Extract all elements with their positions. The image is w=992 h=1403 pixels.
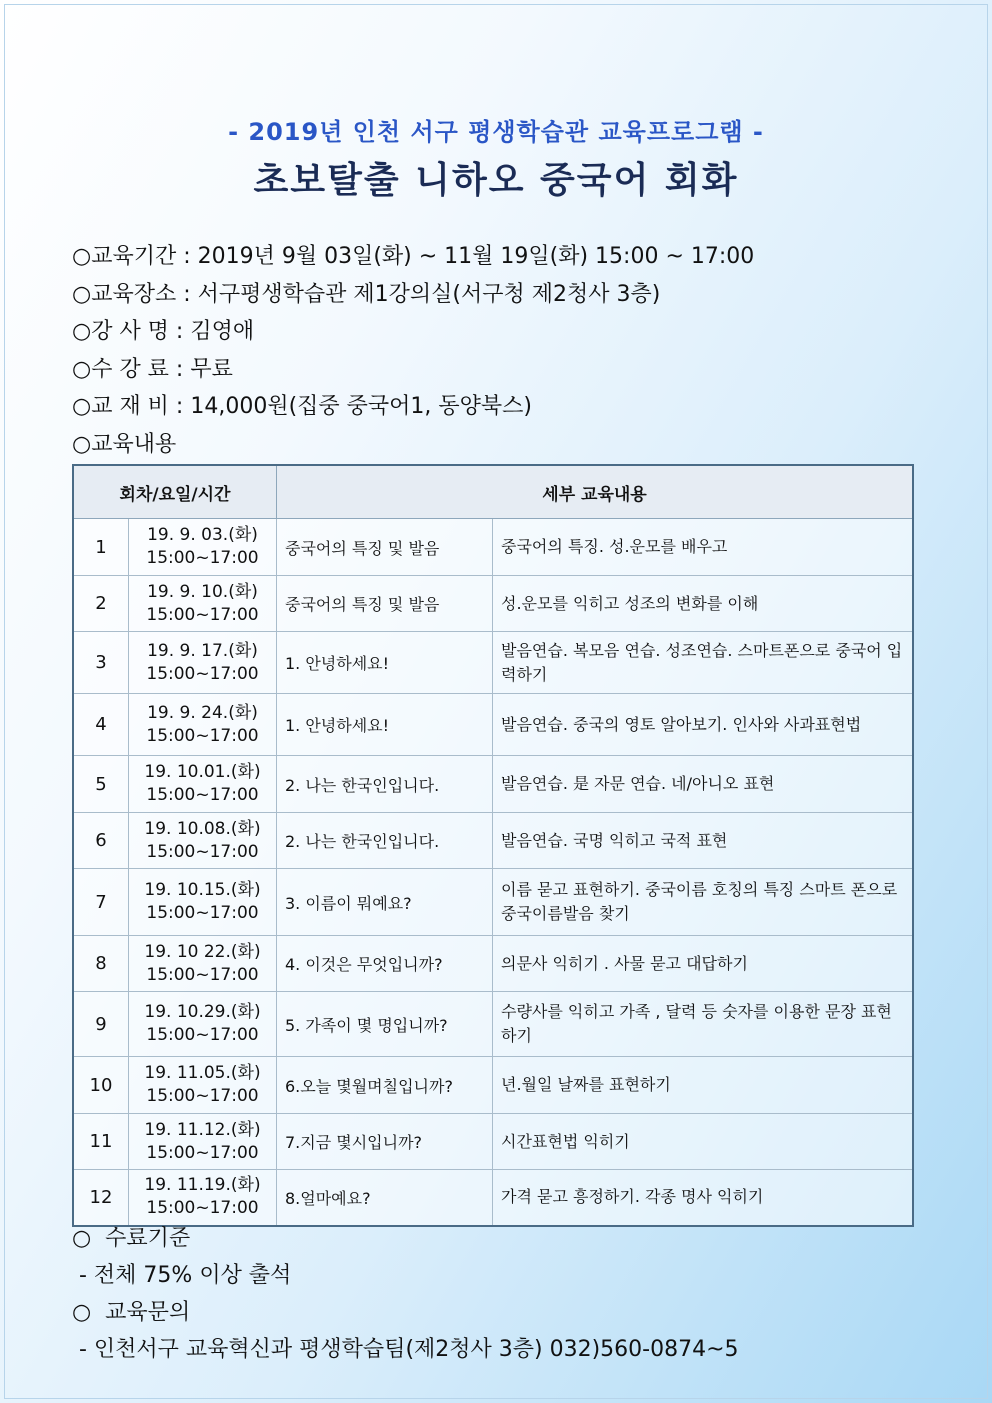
session-detail: 발음연습. 중국의 영토 알아보기. 인사와 사과표현법 bbox=[493, 694, 914, 756]
session-number: 9 bbox=[73, 992, 129, 1057]
session-number: 10 bbox=[73, 1057, 129, 1114]
session-detail: 수량사를 익히고 가족 , 달력 등 숫자를 이용한 문장 표현하기 bbox=[493, 992, 914, 1057]
info-place: ○교육장소 : 서구평생학습관 제1강의실(서구청 제2청사 3층) bbox=[72, 281, 661, 307]
info-period: ○교육기간 : 2019년 9월 03일(화) ~ 11월 19일(화) 15:00 ~ 17:00 bbox=[72, 244, 755, 269]
session-topic: 중국어의 특징 및 발음 bbox=[277, 576, 493, 632]
session-detail: 중국어의 특징. 성.운모를 배우고 bbox=[493, 519, 914, 576]
session-detail: 발음연습. 국명 익히고 국적 표현 bbox=[493, 813, 914, 869]
session-date: 19. 10 22.(화) bbox=[144, 941, 261, 962]
table-row bbox=[73, 869, 913, 936]
session-time: 15:00~17:00 bbox=[146, 903, 259, 923]
session-date: 19. 9. 10.(화) bbox=[147, 581, 258, 602]
session-time: 15:00~17:00 bbox=[146, 841, 259, 862]
session-datetime bbox=[129, 632, 277, 694]
info-content-heading: ○교육내용 bbox=[72, 431, 177, 457]
session-time: 15:00~17:00 bbox=[146, 964, 259, 985]
session-date: 19. 10.08.(화) bbox=[144, 818, 261, 839]
session-datetime bbox=[129, 1114, 277, 1170]
session-date: 19. 10.15.(화) bbox=[144, 880, 261, 900]
session-topic: 1. 안녕하세요! bbox=[277, 632, 493, 694]
session-topic: 7.지금 몇시입니까? bbox=[277, 1114, 493, 1170]
schedule-body bbox=[73, 519, 913, 1226]
table-header-row bbox=[73, 465, 913, 519]
session-time: 15:00~17:00 bbox=[146, 604, 259, 625]
session-datetime bbox=[129, 992, 277, 1057]
session-topic: 4. 이것은 무엇입니까? bbox=[277, 936, 493, 992]
table-row bbox=[73, 694, 913, 756]
session-time: 15:00~17:00 bbox=[146, 1025, 259, 1045]
session-detail: 의문사 익히기 . 사물 묻고 대답하기 bbox=[493, 936, 914, 992]
session-number: 6 bbox=[73, 813, 129, 869]
session-detail: 성.운모를 익히고 성조의 변화를 이해 bbox=[493, 576, 914, 632]
session-date: 19. 10.01.(화) bbox=[144, 762, 261, 782]
session-topic: 5. 가족이 몇 명입니까? bbox=[277, 992, 493, 1057]
session-datetime bbox=[129, 756, 277, 813]
session-time: 15:00~17:00 bbox=[146, 1086, 259, 1106]
session-number: 1 bbox=[73, 519, 129, 576]
session-number: 4 bbox=[73, 694, 129, 756]
session-date: 19. 9. 24.(화) bbox=[147, 702, 258, 723]
table-row bbox=[73, 936, 913, 992]
footer-info bbox=[72, 1220, 739, 1368]
session-detail: 가격 묻고 흥정하기. 각종 명사 익히기 bbox=[493, 1170, 914, 1226]
table-row bbox=[73, 632, 913, 694]
completion-text: - 전체 75% 이상 출석 bbox=[72, 1263, 292, 1288]
session-datetime bbox=[129, 694, 277, 756]
info-instructor: ○강 사 명 : 김영애 bbox=[72, 319, 255, 344]
session-number: 12 bbox=[73, 1170, 129, 1226]
session-time: 15:00~17:00 bbox=[146, 725, 259, 746]
session-number: 3 bbox=[73, 632, 129, 694]
table-row bbox=[73, 756, 913, 813]
session-number: 5 bbox=[73, 756, 129, 813]
session-datetime bbox=[129, 1170, 277, 1226]
table-row bbox=[73, 1114, 913, 1170]
session-datetime bbox=[129, 869, 277, 936]
session-number: 2 bbox=[73, 576, 129, 632]
session-detail: 발음연습. 복모음 연습. 성조연습. 스마트폰으로 중국어 입력하기 bbox=[493, 632, 914, 694]
session-topic: 1. 안녕하세요! bbox=[277, 694, 493, 756]
session-date: 19. 11.19.(화) bbox=[144, 1175, 261, 1196]
program-info bbox=[72, 238, 754, 463]
session-time: 15:00~17:00 bbox=[146, 663, 259, 684]
session-detail: 이름 묻고 표현하기. 중국이름 호칭의 특징 스마트 폰으로 중국이름발음 찾기 bbox=[493, 869, 914, 936]
session-datetime bbox=[129, 1057, 277, 1114]
table-row bbox=[73, 576, 913, 632]
session-time: 15:00~17:00 bbox=[146, 785, 259, 805]
session-time: 15:00~17:00 bbox=[146, 1142, 259, 1163]
session-datetime bbox=[129, 936, 277, 992]
table-row bbox=[73, 813, 913, 869]
session-time: 15:00~17:00 bbox=[146, 548, 259, 568]
session-date: 19. 10.29.(화) bbox=[144, 1002, 261, 1022]
session-topic: 3. 이름이 뭐예요? bbox=[277, 869, 493, 936]
info-fee: ○수 강 료 : 무료 bbox=[72, 356, 233, 382]
session-topic: 중국어의 특징 및 발음 bbox=[277, 519, 493, 576]
session-topic: 8.얼마예요? bbox=[277, 1170, 493, 1226]
session-number: 11 bbox=[73, 1114, 129, 1170]
session-date: 19. 11.12.(화) bbox=[144, 1119, 261, 1140]
session-topic: 2. 나는 한국인입니다. bbox=[277, 813, 493, 869]
page-title: 초보탈출 니하오 중국어 회화 bbox=[253, 160, 739, 201]
inquiry-heading: ○ 교육문의 bbox=[72, 1300, 191, 1325]
header-detail: 세부 교육내용 bbox=[277, 465, 914, 519]
session-number: 8 bbox=[73, 936, 129, 992]
session-datetime bbox=[129, 519, 277, 576]
session-datetime bbox=[129, 576, 277, 632]
table-row bbox=[73, 519, 913, 576]
table-row bbox=[73, 992, 913, 1057]
table-row bbox=[73, 1170, 913, 1226]
session-topic: 2. 나는 한국인입니다. bbox=[277, 756, 493, 813]
session-detail: 년.월일 날짜를 표현하기 bbox=[493, 1057, 914, 1114]
session-time: 15:00~17:00 bbox=[146, 1198, 259, 1219]
completion-heading: ○ 수료기준 bbox=[72, 1226, 191, 1251]
session-topic: 6.오늘 몇월며칠입니까? bbox=[277, 1057, 493, 1114]
session-date: 19. 9. 17.(화) bbox=[147, 640, 258, 661]
inquiry-text: - 인천서구 교육혁신과 평생학습팀(제2청사 3층) 032)560-0874~5 bbox=[72, 1337, 739, 1362]
session-detail: 발음연습. 是 자문 연습. 네/아니오 표현 bbox=[493, 756, 914, 813]
session-detail: 시간표현법 익히기 bbox=[493, 1114, 914, 1170]
schedule-table bbox=[72, 464, 914, 1227]
program-subtitle: - 2019년 인천 서구 평생학습관 교육프로그램 - bbox=[228, 118, 764, 146]
table-row bbox=[73, 1057, 913, 1114]
session-date: 19. 9. 03.(화) bbox=[147, 525, 258, 545]
session-datetime bbox=[129, 813, 277, 869]
info-material: ○교 재 비 : 14,000원(집중 중국어1, 동양북스) bbox=[72, 394, 532, 419]
session-date: 19. 11.05.(화) bbox=[144, 1063, 261, 1083]
header-session: 회차/요일/시간 bbox=[73, 465, 277, 519]
session-number: 7 bbox=[73, 869, 129, 936]
